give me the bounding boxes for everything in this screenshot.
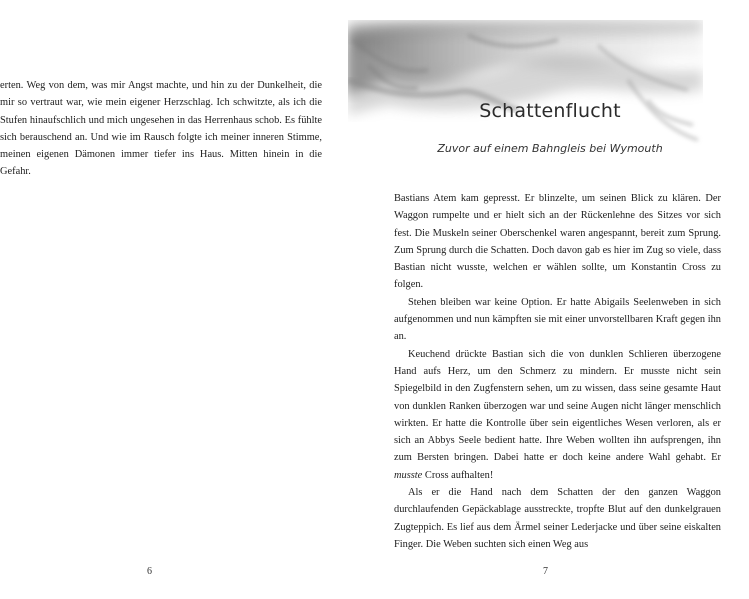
right-page <box>376 0 749 599</box>
chapter-body <box>394 190 721 553</box>
left-page-paragraph: erten. Weg von dem, was mir Angst machte, und hin zu der Dunkelheit, die mir so vertraut war, wie mein eigener Herzschlag. Ich schwitzte, als ich die Stufen hinaufschlich und mich ungesehen in das Herrenhaus schob. Es fühlte sich berauschend an. Und wie im Rausch folgte ich meiner inneren Stimme, meinen eigenen Dämonen immer tiefer ins Haus. Mitten hinein in die Gefahr. <box>0 80 322 178</box>
body-paragraph-3 <box>394 346 721 484</box>
body-paragraph-4: Als er die Hand nach dem Schatten der den ganzen Waggon durchlaufenden Gepäckablage ausstreckte, tropfte Blut auf den dunkelgrauen Zugteppich. Es lief aus dem Ärmel seiner Lederjacke und über seine eiskalten Finger. Die Weben suchten sich einen Weg aus <box>394 487 721 550</box>
body-paragraph-3-ending: Cross aufhalten! <box>422 469 494 481</box>
left-page <box>0 0 372 599</box>
emphasis-word: musste <box>394 469 423 481</box>
body-paragraph-3-text: Keuchend drückte Bastian sich die von dunklen Schlieren überzogene Hand aufs Herz, um den Schmerz zu mindern. Er musste nicht sein Spiegelbild in den Zugfenstern sehen, um zu wissen, dass seine gesamte Haut von dunklen Ranken überzogen war und seine Augen nicht länger menschlich wirkten. Er hatte die Kontrolle über sein eigentliches Wesen verloren, als er sich an Abbys Seele bedient hatte. Ihre Weben wollten ihn aufsprengen, ihn zum Bersten bringen. Dabei hatte er doch keine andere Wahl gehabt. Er <box>394 348 721 464</box>
chapter-subtitle: Zuvor auf einem Bahngleis bei Wymouth <box>437 142 663 155</box>
body-paragraph-1: Bastians Atem kam gepresst. Er blinzelte, um seinen Blick zu klären. Der Waggon rumpelte und er hielt sich an der Rückenlehne des Sitzes vor sich fest. Die Muskeln seiner Oberschenkel waren angespannt, bereit zum Sprung. Zum Sprung durch die Schatten. Doch davon gab es hier im Zug so viele, dass Bastian nicht wusste, welchen er wählen sollte, um Konstantin Cross zu folgen. <box>394 193 721 291</box>
chapter-title: Schattenflucht <box>479 100 621 122</box>
body-paragraph-2: Stehen bleiben war keine Option. Er hatte Abigails Seelenweben in sich aufgenommen und nun kämpften sie mit einer unvorstellbaren Kraft gegen ihn an. <box>394 296 721 343</box>
right-page-number: 7 <box>543 566 548 577</box>
left-page-number: 6 <box>147 566 152 577</box>
